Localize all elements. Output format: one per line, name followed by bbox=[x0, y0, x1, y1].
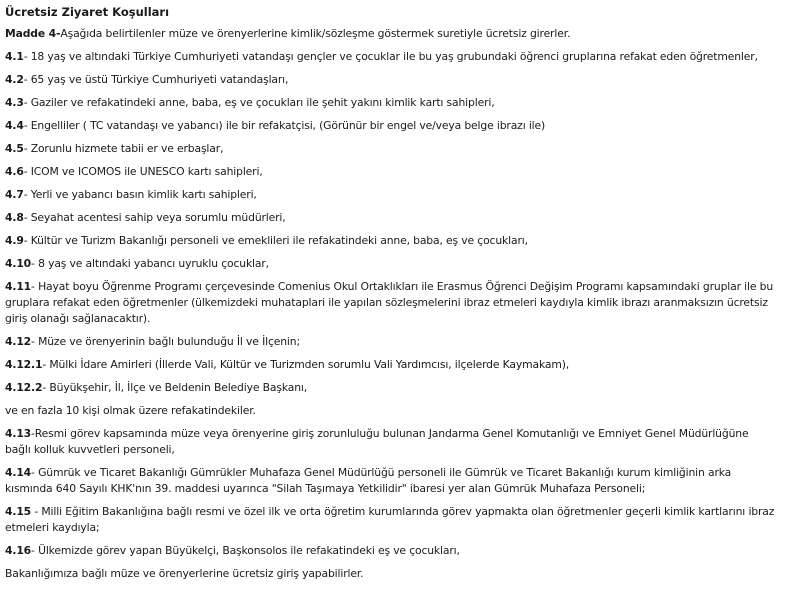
list-item bbox=[5, 95, 777, 111]
item-number: 4.1 bbox=[5, 50, 24, 63]
list-item bbox=[5, 403, 777, 419]
list-item bbox=[5, 504, 777, 536]
item-text: - ICOM ve ICOMOS ile UNESCO kartı sahipleri, bbox=[23, 165, 263, 178]
list-item bbox=[5, 566, 777, 582]
item-text: - Ülkemizde görev yapan Büyükelçi, Başkonsolos ile refakatindeki eş ve çocukları, bbox=[31, 544, 460, 557]
list-item bbox=[5, 187, 777, 203]
item-number: 4.5 bbox=[5, 142, 24, 155]
list-item bbox=[5, 256, 777, 272]
list-item bbox=[5, 118, 777, 134]
item-text: - Yerli ve yabancı basın kimlik kartı sahipleri, bbox=[23, 188, 257, 201]
list-item bbox=[5, 380, 777, 396]
list-item bbox=[5, 164, 777, 180]
item-number: 4.12.1 bbox=[5, 358, 43, 371]
item-text: - Milli Eğitim Bakanlığına bağlı resmi ve özel ilk ve orta öğretim kurumlarında görev yapmakta olan öğretmenler geçerli kimlik kartlarını ibraz etmeleri kaydıyla; bbox=[5, 505, 775, 534]
list-item bbox=[5, 334, 777, 350]
item-number: 4.9 bbox=[5, 234, 24, 247]
item-text: - Büyükşehir, İl, İlçe ve Beldenin Belediye Başkanı, bbox=[42, 381, 308, 394]
item-list bbox=[5, 49, 777, 582]
intro-paragraph bbox=[5, 26, 777, 42]
intro-label: Madde 4- bbox=[5, 27, 61, 40]
item-text: - 65 yaş ve üstü Türkiye Cumhuriyeti vatandaşları, bbox=[23, 73, 289, 86]
item-text: - Müze ve örenyerinin bağlı bulunduğu İl ve İlçenin; bbox=[31, 335, 300, 348]
item-text: ve en fazla 10 kişi olmak üzere refakatindekiler. bbox=[5, 404, 256, 417]
item-text: - Mülki İdare Amirleri (İllerde Vali, Kültür ve Turizmden sorumlu Vali Yardımcısı, ilçelerde Kaymakam), bbox=[42, 358, 570, 371]
item-text: - Gümrük ve Ticaret Bakanlığı Gümrükler Muhafaza Genel Müdürlüğü personeli ile Gümrük ve Ticaret Bakanlığı kurum kimliğinin arka kısmında 640 Sayılı KHK'nın 39. maddesi uyarınca "Silah Taşımaya Yetkilidir" ibaresi yer alan Gümrük Muhafaza Personeli; bbox=[5, 466, 732, 495]
list-item bbox=[5, 279, 777, 327]
item-number: 4.6 bbox=[5, 165, 24, 178]
item-text: Bakanlığımıza bağlı müze ve örenyerlerine ücretsiz giriş yapabilirler. bbox=[5, 567, 364, 580]
item-text: - Zorunlu hizmete tabii er ve erbaşlar, bbox=[23, 142, 224, 155]
list-item bbox=[5, 49, 777, 65]
list-item bbox=[5, 543, 777, 559]
item-number: 4.3 bbox=[5, 96, 24, 109]
item-text: -Resmi görev kapsamında müze veya örenyerine giriş zorunluluğu bulunan Jandarma Genel Komutanlığı ve Emniyet Genel Müdürlüğüne bağlı kolluk kuvvetleri personeli, bbox=[5, 427, 749, 456]
item-number: 4.4 bbox=[5, 119, 24, 132]
list-item bbox=[5, 72, 777, 88]
item-text: - Gaziler ve refakatindeki anne, baba, eş ve çocukları ile şehit yakını kimlik kartı sahipleri, bbox=[23, 96, 495, 109]
item-number: 4.8 bbox=[5, 211, 24, 224]
document bbox=[5, 4, 777, 589]
item-text: - Seyahat acentesi sahip veya sorumlu müdürleri, bbox=[23, 211, 286, 224]
item-text: - Engelliler ( TC vatandaşı ve yabancı) ile bir refakatçisi, (Görünür bir engel ve/veya belge ibrazı ile) bbox=[23, 119, 546, 132]
item-number: 4.14 bbox=[5, 466, 32, 479]
item-number: 4.12 bbox=[5, 335, 32, 348]
document-title: Ücretsiz Ziyaret Koşulları bbox=[5, 5, 170, 19]
item-text: - 8 yaş ve altındaki yabancı uyruklu çocuklar, bbox=[31, 257, 269, 270]
item-number: 4.7 bbox=[5, 188, 24, 201]
item-number: 4.16 bbox=[5, 544, 32, 557]
item-number: 4.13 bbox=[5, 427, 32, 440]
item-number: 4.15 bbox=[5, 505, 32, 518]
item-number: 4.12.2 bbox=[5, 381, 43, 394]
list-item bbox=[5, 357, 777, 373]
list-item bbox=[5, 465, 777, 497]
item-number: 4.11 bbox=[5, 280, 32, 293]
item-text: - Hayat boyu Öğrenme Programı çerçevesinde Comenius Okul Ortaklıkları ile Erasmus Öğrenci Değişim Programı kapsamındaki gruplar ile bu gruplara refakat eden öğretmenler (ülkemizdeki muhataplari ile yapılan sözleşmelerini ibraz etmeleri kaydıyla kimlik ibrazı aranmaksızın ücretsiz giriş olanağı sağlanacaktır). bbox=[5, 280, 774, 325]
intro-text: Aşağıda belirtilenler müze ve örenyerlerine kimlik/sözleşme göstermek suretiyle ücretsiz girerler. bbox=[60, 27, 571, 40]
item-number: 4.10 bbox=[5, 257, 32, 270]
item-text: - Kültür ve Turizm Bakanlığı personeli ve emeklileri ile refakatindeki anne, baba, eş ve çocukları, bbox=[23, 234, 528, 247]
item-text: - 18 yaş ve altındaki Türkiye Cumhuriyeti vatandaşı gençler ve çocuklar ile bu yaş grubundaki öğrenci gruplarına refakat eden öğretmenler, bbox=[23, 50, 758, 63]
list-item bbox=[5, 210, 777, 226]
list-item bbox=[5, 141, 777, 157]
item-number: 4.2 bbox=[5, 73, 24, 86]
list-item bbox=[5, 426, 777, 458]
list-item bbox=[5, 233, 777, 249]
